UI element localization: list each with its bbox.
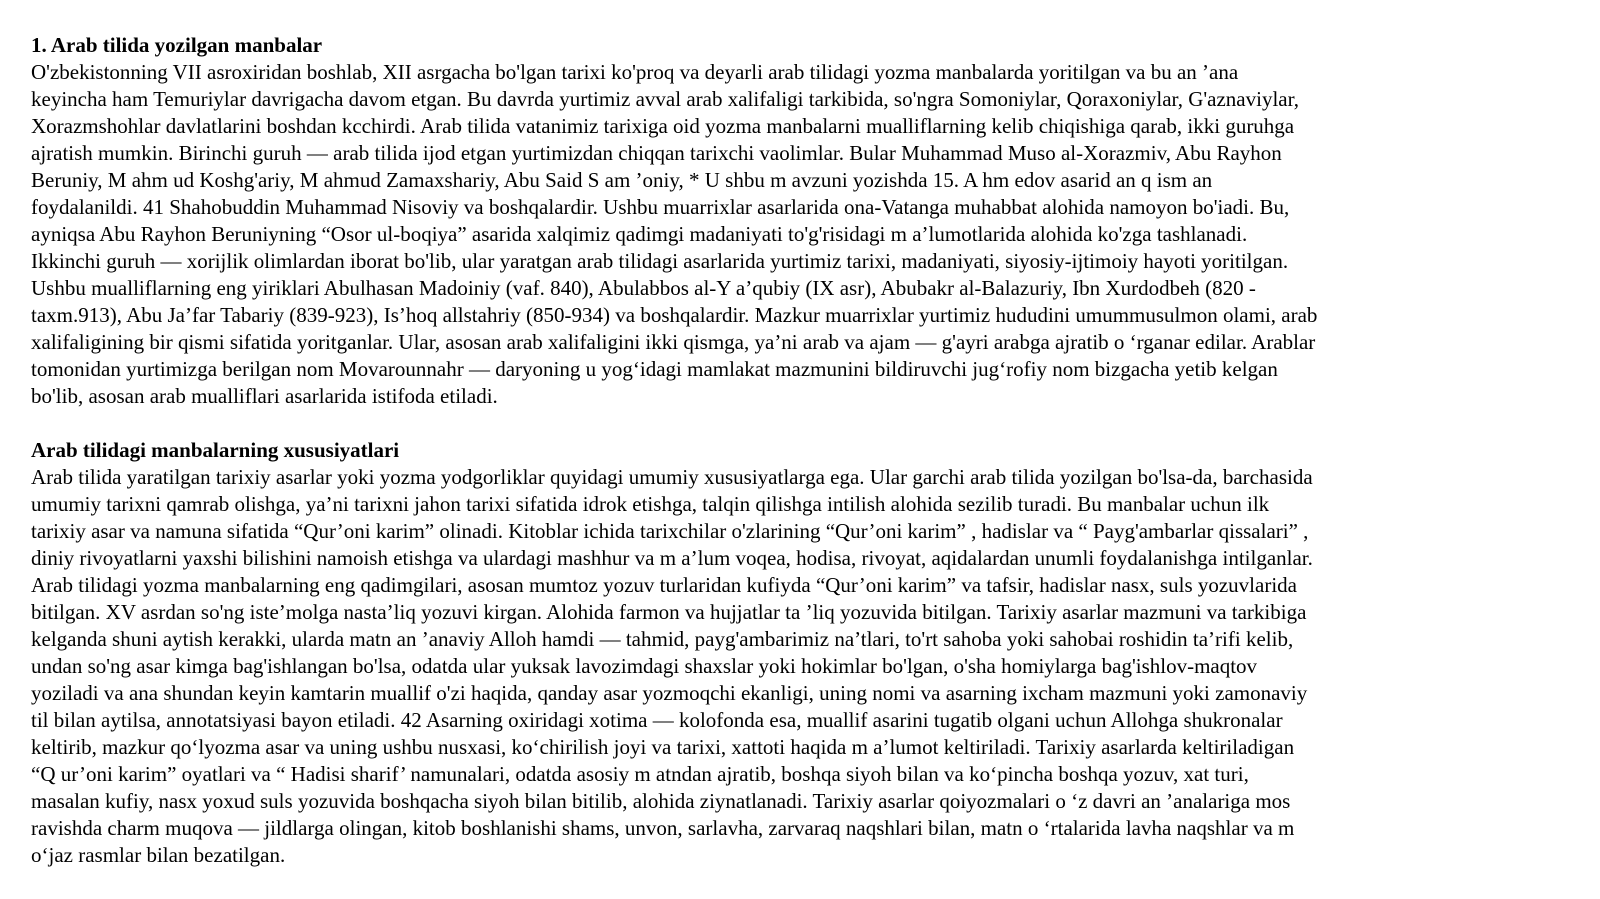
section-heading: Arab tilidagi manbalarning xususiyatlari bbox=[31, 438, 400, 462]
section-paragraph: O'zbekistonning VII asroxiridan boshlab, XII asrgacha bo'lgan tarixi ko'proq va deyarli arab tilidagi yozma manbalarda yoritilgan va bu an ’ana keyincha ham Temuriylar davrigacha davom etgan. Bu davrda yurtimiz avval arab xalifaligi tarkibida, so'ngra Somoniylar, Qoraxoniylar, G'aznaviylar, Xorazmshohlar davlatlarini boshdan kcchirdi. Arab tilida vatanimiz tarixiga oid yozma manbalarni mualliflarning kelib chiqishiga qarab, ikki guruhga ajratish mumkin. Birinchi guruh — arab tilida ijod etgan yurtimizdan chiqqan tarixchi vaolimlar. Bular Muhammad Muso al-Xorazmiv, Abu Rayhon Beruniy, M ahm ud Koshg'ariy, M ahmud Zamaxshariy, Abu Said S am ’oniy, * U shbu m avzuni yozishda 15. A hm edov asarid an q ism an foydalanildi. 41 Shahobuddin Muhammad Nisoviy va boshqalardir. Ushbu muarrixlar asarlarida ona-Vatanga muhabbat alohida namoyon bo'iadi. Bu, ayniqsa Abu Rayhon Beruniyning “Osor ul-boqiya” asarida xalqimiz qadimgi madaniyati to'g'risidagi m a’lumotlarida alohida ko'zga tashlanadi. Ikkinchi guruh — xorijlik olimlardan iborat bo'lib, ular yaratgan arab tilidagi asarlarida yurtimiz tarixi, madaniyati, siyosiy-ijtimoiy hayoti yoritilgan. Ushbu mualliflarning eng yiriklari Abulhasan Madoiniy (vaf. 840), Abulabbos al-Y a’qubiy (IX asr), Abubakr al-Balazuriy, Ibn Xurdodbeh (820 - taxm.913), Abu Ja’far Tabariy (839-923), Is’hoq allstahriy (850-934) va boshqalardir. Mazkur muarrixlar yurtimiz hududini umummusulmon olami, arab xalifaligining bir qismi sifatida yoritganlar. Ular, asosan arab xalifaligini ikki qismga, ya’ni arab va ajam — g'ayri arabga ajratib o ‘rganar edilar. Arablar tomonidan yurtimizga berilgan nom Movarounnahr — daryoning u yog‘idagi mamlakat mazmunini bildiruvchi jug‘rofiy nom bizgacha yetib kelgan bo'lib, asosan arab mualliflari asarlarida istifoda etiladi. bbox=[31, 60, 1318, 408]
section-arab-sources bbox=[31, 32, 1583, 410]
document-page bbox=[31, 32, 1583, 869]
section-paragraph: Arab tilida yaratilgan tarixiy asarlar yoki yozma yodgorliklar quyidagi umumiy xususiyatlarga ega. Ular garchi arab tilida yozilgan bo'lsa-da, barchasida umumiy tarixni qamrab olishga, ya’ni tarixni jahon tarixi sifatida idrok etishga, talqin qilishga intilish alohida sezilib turadi. Bu manbalar uchun ilk tarixiy asar va namuna sifatida “Qur’oni karim” olinadi. Kitoblar ichida tarixchilar o'zlarining “Qur’oni karim” , hadislar va “ Payg'ambarlar qissalari” , diniy rivoyatlarni yaxshi bilishini namoish etishga va ulardagi mashhur va m a’lum voqea, hodisa, rivoyat, aqidalardan unumli foydalanishga intilganlar. Arab tilidagi yozma manbalarning eng qadimgilari, asosan mumtoz yozuv turlaridan kufiyda “Qur’oni karim” va tafsir, hadislar nasx, suls yozuvlarida bitilgan. XV asrdan so'ng iste’molga nasta’liq yozuvi kirgan. Alohida farmon va hujjatlar ta ’liq yozuvida bitilgan. Tarixiy asarlar mazmuni va tarkibiga kelganda shuni aytish kerakki, ularda matn an ’anaviy Alloh hamdi — tahmid, payg'ambarimiz na’tlari, to'rt sahoba yoki sahobai roshidin ta’rifi kelib, undan so'ng asar kimga bag'ishlangan bo'lsa, odatda ular yuksak lavozimdagi shaxslar yoki hokimlar bo'lgan, o'sha homiylarga bag'ishlov-maqtov yoziladi va ana shundan keyin kamtarin muallif o'zi haqida, qanday asar yozmoqchi ekanligi, uning nomi va asarning ixcham mazmuni yoki zamonaviy til bilan aytilsa, annotatsiyasi bayon etiladi. 42 Asarning oxiridagi xotima — kolofonda esa, muallif asarini tugatib olgani uchun Allohga shukronalar keltirib, mazkur qo‘lyozma asar va uning ushbu nusxasi, ko‘chirilish joyi va tarixi, xattoti haqida m a’lumot keltiriladi. Tarixiy asarlarda keltiriladigan “Q ur’oni karim” oyatlari va “ Hadisi sharif’ namunalari, odatda asosiy m atndan ajratib, boshqa siyoh bilan va ko‘pincha boshqa yozuv, xat turi, masalan kufiy, nasx yoxud suls yozuvida boshqacha siyoh bilan bitilib, alohida ziynatlanadi. Tarixiy asarlar qoiyozmalari o ‘z davri an ’analariga mos ravishda charm muqova — jildlarga olingan, kitob boshlanishi shams, unvon, sarlavha, zarvaraq naqshlari bilan, matn o ‘rtalarida lavha naqshlar va m o‘jaz rasmlar bilan bezatilgan. bbox=[31, 465, 1313, 867]
section-arab-sources-features bbox=[31, 437, 1583, 869]
section-heading: 1. Arab tilida yozilgan manbalar bbox=[31, 33, 323, 57]
